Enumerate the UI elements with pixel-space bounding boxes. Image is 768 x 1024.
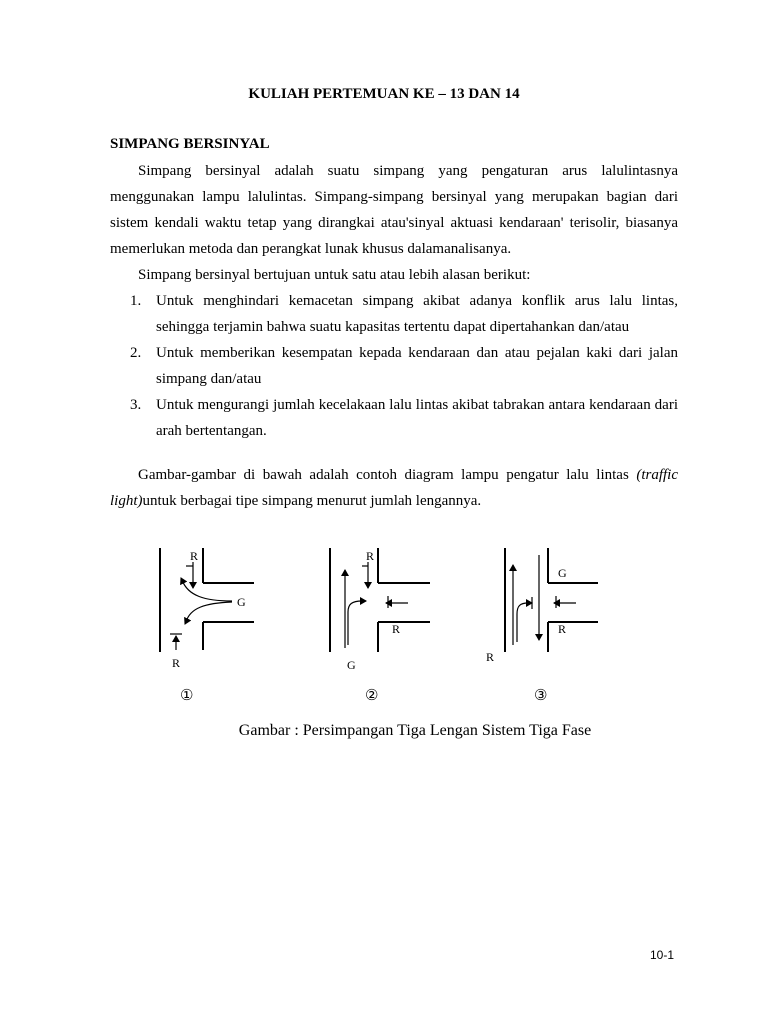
page-title: KULIAH PERTEMUAN KE – 13 DAN 14 xyxy=(248,86,520,102)
paragraph-definition: Simpang bersinyal adalah suatu simpang yang pengaturan arus lalulintasnya menggunakan lampu lalulintas. Simpang-simpang bersinyal yang merupakan bagian dari sistem kendali waktu tetap yang dirangkai atau'sinyal aktuasi kendaraan' terisolir, biasanya memerlukan metoda dan perangkat lunak khusus dalamanalisanya. xyxy=(110,163,678,257)
figure-caption: Gambar : Persimpangan Tiga Lengan Sistem Tiga Fase xyxy=(238,722,592,739)
list-item-number: 1. xyxy=(130,293,142,309)
diagram-3-number: ③ xyxy=(534,688,548,704)
diagram-2 xyxy=(330,548,430,652)
diagram-2-top-label: R xyxy=(366,549,375,563)
paragraph-purpose: Simpang bersinyal bertujuan untuk satu atau lebih alasan berikut: xyxy=(138,267,531,283)
diagram-2-side-label: R xyxy=(392,622,401,636)
list-item-number: 2. xyxy=(130,345,142,361)
list-item-text: Untuk menghindari kemacetan simpang akibat adanya konflik arus lalu lintas, sehingga terjamin bahwa suatu kapasitas tertentu dapat dipertahankan dan/atau xyxy=(156,293,678,335)
paragraph-figure-intro-end: untuk berbagai tipe simpang menurut jumlah lengannya. xyxy=(142,493,482,509)
list-item-text: Untuk memberikan kesempatan kepada kendaraan dan atau pejalan kaki dari jalan simpang dan/atau xyxy=(156,345,678,387)
diagram-2-number: ② xyxy=(365,688,379,704)
paragraph-figure-intro-start: Gambar-gambar di bawah adalah contoh diagram lampu pengatur lalu lintas xyxy=(138,467,637,483)
diagram-1-number: ① xyxy=(180,688,194,704)
diagram-2-bottom-label: G xyxy=(347,658,356,672)
diagram-1-top-label: R xyxy=(190,549,199,563)
list-item-number: 3. xyxy=(130,397,142,413)
page-number: 10-1 xyxy=(650,948,675,962)
diagram-3-side-label: R xyxy=(558,622,567,636)
flow-arrows xyxy=(170,562,232,650)
diagram-1-side-label: G xyxy=(237,595,246,609)
arrow-turn-right xyxy=(185,602,232,624)
arrow-turn-left xyxy=(181,578,232,601)
paragraph-figure-intro-italic: (traffic light) xyxy=(110,467,678,509)
diagram-3 xyxy=(505,548,598,652)
list-item-text: Untuk mengurangi jumlah kecelakaan lalu lintas akibat tabrakan antara kendaraan dari arah bertentangan. xyxy=(156,397,678,439)
arrow-turn-right xyxy=(517,603,532,642)
diagram-1-bottom-label: R xyxy=(172,656,181,670)
section-heading: SIMPANG BERSINYAL xyxy=(110,136,270,152)
arrow-turn-right xyxy=(348,601,366,645)
diagram-3-top-label: G xyxy=(558,566,567,580)
diagram-3-bottom-label: R xyxy=(486,650,495,664)
